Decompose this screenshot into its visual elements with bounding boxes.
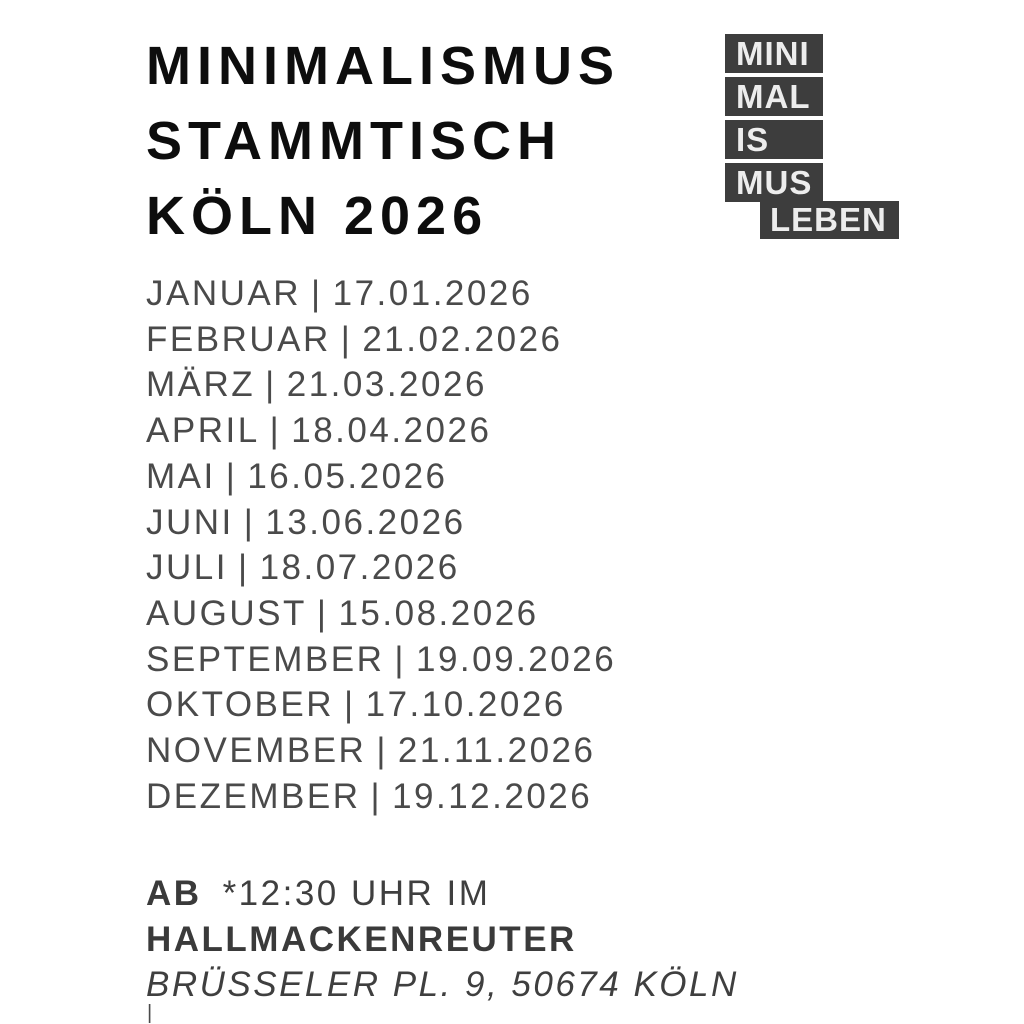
date-value: 17.01.2026 bbox=[332, 274, 533, 313]
schedule-row bbox=[146, 454, 616, 500]
month-label: DEZEMBER bbox=[146, 776, 361, 816]
date-value: 21.11.2026 bbox=[397, 731, 596, 771]
date-value: 18.04.2026 bbox=[291, 411, 492, 451]
separator: | bbox=[269, 411, 282, 451]
separator: | bbox=[344, 685, 356, 725]
date-value: 15.08.2026 bbox=[338, 593, 539, 633]
month-label: JANUAR bbox=[146, 274, 302, 313]
month-label: JUNI bbox=[146, 502, 234, 542]
date-value: 18.07.2026 bbox=[259, 548, 460, 588]
date-value: 13.06.2026 bbox=[265, 502, 466, 542]
month-label: JULI bbox=[146, 548, 228, 588]
title-line-2: STAMMTISCH bbox=[146, 111, 562, 171]
schedule-row bbox=[146, 774, 616, 820]
month-label: SEPTEMBER bbox=[146, 639, 385, 679]
date-value: 16.05.2026 bbox=[247, 456, 448, 496]
logo-block-mini: MINI bbox=[725, 34, 823, 73]
schedule-row bbox=[146, 271, 616, 317]
schedule-row bbox=[146, 591, 616, 637]
event-info bbox=[146, 871, 739, 1008]
separator: | bbox=[394, 639, 406, 679]
month-label: NOVEMBER bbox=[146, 731, 367, 771]
month-label: APRIL bbox=[146, 411, 260, 451]
month-label: MAI bbox=[146, 456, 216, 496]
schedule-row bbox=[146, 545, 616, 591]
separator: | bbox=[225, 456, 238, 496]
separator: | bbox=[316, 593, 329, 633]
separator: | bbox=[243, 502, 256, 542]
month-label: FEBRUAR bbox=[146, 319, 331, 359]
logo-block-leben: LEBEN bbox=[760, 201, 899, 239]
title-line-3: KÖLN 2026 bbox=[146, 186, 489, 246]
schedule-row bbox=[146, 728, 616, 774]
separator: | bbox=[370, 776, 383, 816]
schedule-row bbox=[146, 500, 616, 546]
time-line bbox=[146, 871, 739, 917]
month-label: MÄRZ bbox=[146, 365, 256, 405]
logo-block-mus: MUS bbox=[725, 163, 823, 202]
schedule-row bbox=[146, 682, 616, 728]
text-cursor-mark: | bbox=[147, 1002, 153, 1024]
minimalismus-leben-logo bbox=[725, 34, 887, 238]
venue-name: HALLMACKENREUTER bbox=[146, 919, 577, 959]
month-label: AUGUST bbox=[146, 593, 307, 633]
time-prefix: AB bbox=[146, 874, 202, 913]
separator: | bbox=[265, 365, 277, 405]
month-label: OKTOBER bbox=[146, 685, 335, 725]
separator: | bbox=[311, 274, 323, 313]
separator: | bbox=[340, 319, 353, 359]
page-title bbox=[146, 29, 620, 254]
separator: | bbox=[237, 548, 250, 588]
date-value: 21.03.2026 bbox=[286, 365, 487, 405]
venue-address: BRÜSSELER PL. 9, 50674 KÖLN bbox=[146, 965, 739, 1005]
date-value: 19.12.2026 bbox=[392, 776, 593, 816]
schedule-list bbox=[146, 271, 616, 819]
logo-block-is: IS bbox=[725, 120, 823, 159]
separator: | bbox=[376, 731, 388, 771]
schedule-row bbox=[146, 317, 616, 363]
title-line-1: MINIMALISMUS bbox=[146, 36, 620, 96]
logo-block-mal: MAL bbox=[725, 77, 823, 116]
schedule-row bbox=[146, 408, 616, 454]
date-value: 21.02.2026 bbox=[362, 319, 563, 359]
schedule-row bbox=[146, 362, 616, 408]
date-value: 17.10.2026 bbox=[365, 685, 566, 725]
date-value: 19.09.2026 bbox=[415, 639, 617, 679]
schedule-row bbox=[146, 637, 616, 683]
time-text: *12:30 UHR IM bbox=[222, 874, 491, 913]
